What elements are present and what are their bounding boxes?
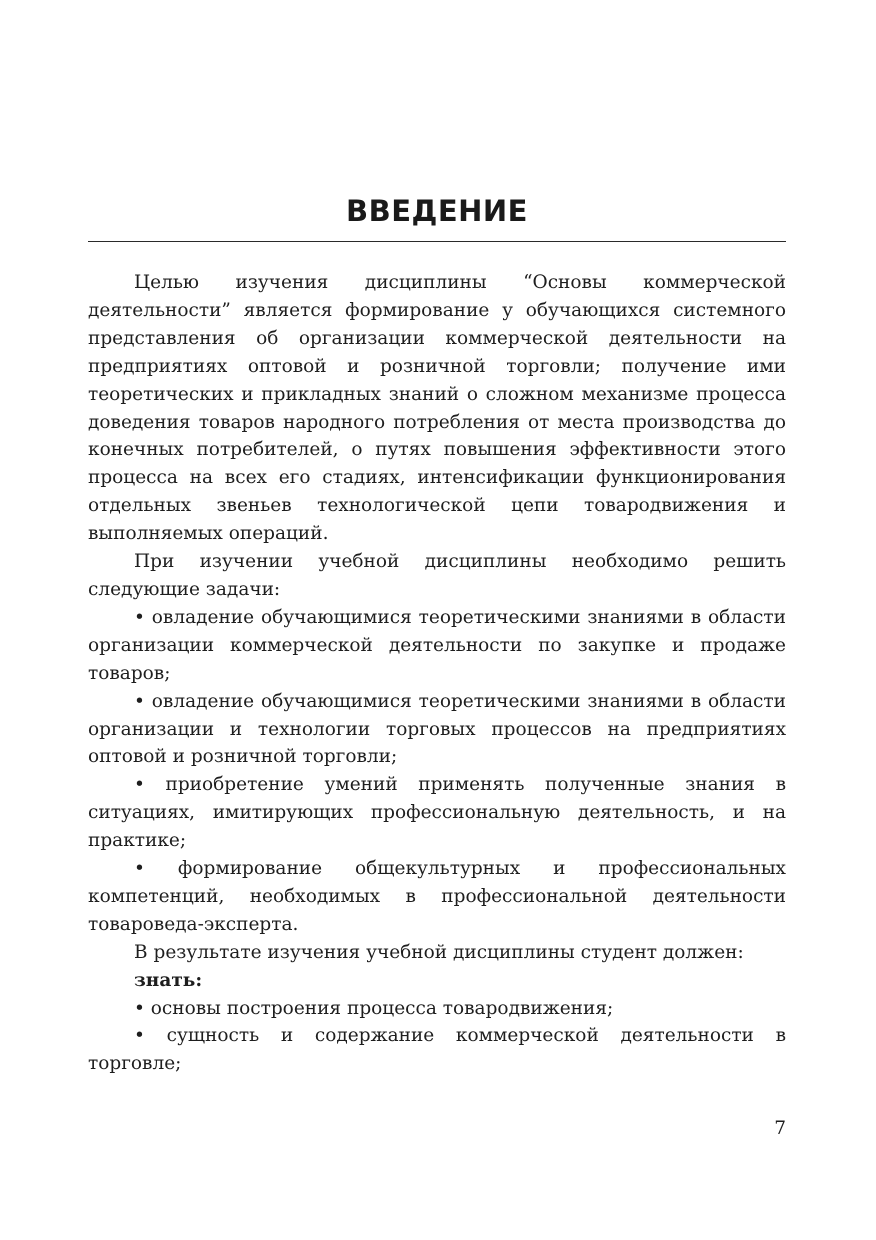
results-intro-paragraph: В результате изучения учебной дисциплины студент должен:: [134, 941, 744, 963]
body-text: [88, 269, 786, 1078]
tasks-intro-paragraph: При изучении учебной дисциплины необходимо решить следующие задачи:: [88, 551, 786, 600]
chapter-title: ВВЕДЕНИЕ: [345, 194, 528, 228]
know-bullet-1: • основы построения процесса товародвижения;: [134, 997, 614, 1019]
task-bullet-3: • приобретение умений применять полученные знания в ситуациях, имитирующих профессиональную деятельность, и на практике;: [88, 774, 786, 852]
page-number: 7: [774, 1118, 786, 1139]
task-bullet-1: • овладение обучающимися теоретическими знаниями в области организации коммерческой деятельности по закупке и продаже товаров;: [88, 606, 786, 684]
task-bullet-2: • овладение обучающимися теоретическими знаниями в области организации и технологии торговых процессов на предприятиях оптовой и розничной торговли;: [88, 690, 786, 768]
task-bullet-4: • формирование общекультурных и профессиональных компетенций, необходимых в профессиональной деятельности товароведа-эксперта.: [88, 858, 786, 935]
know-bullet-2: • сущность и содержание коммерческой деятельности в торговле;: [88, 1025, 786, 1075]
intro-paragraph: Целью изучения дисциплины “Основы коммерческой деятельности” является формирование у обучающихся системного представления об организации коммерческой деятельности на предприятиях оптовой и розничной торговли; получение ими теоретических и прикладных знаний о сложном механизме процесса доведения товаров народного потребления от места производства до конечных потребителей, о путях повышения эффективности этого процесса на всех его стадиях, интенсификации функционирования отдельных звеньев технологической цепи товародвижения и выполняемых операций.: [88, 272, 786, 545]
know-label: знать:: [134, 969, 203, 991]
title-underline: [88, 241, 786, 242]
